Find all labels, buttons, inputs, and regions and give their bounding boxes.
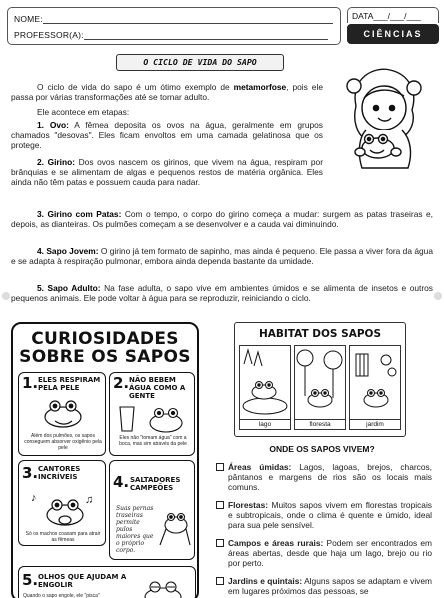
curiosity-4-card: 4. SALTADORES CAMPEÕES Suas pernas traseiras permite pulos maiores que o próprio corpo. xyxy=(109,460,195,560)
habitat-item-wetlands: Áreas úmidas: Lagos, lagoas, brejos, charcos, pântanos e margens de rios são os locais mais comuns. xyxy=(216,462,432,493)
stage-adult-frog: 5. Sapo Adulto: Na fase adulta, o sapo vive em ambientes úmidos e se alimenta de insetos e outros pequenos animais. Ele pode voltar à água para se reproduzir, reiniciando o ciclo. xyxy=(11,283,433,304)
stage-tadpole: 2. Girino: Dos ovos nascem os girinos, que vivem na água, respiram por brânquias e se alimentam de algas e pequenos restos de matéria orgânica. Eles ainda não têm patas e possuem cauda para nadar. xyxy=(11,157,323,188)
intro-stages-line: Ele acontece em etapas: xyxy=(37,107,130,117)
stage-egg: 1. Ovo: A fêmea deposita os ovos na água, geralmente em grupos chamados "desovas". Eles ficam envoltos em uma camada gelatinosa que os protege. xyxy=(11,120,323,151)
checkbox-icon[interactable] xyxy=(216,577,224,585)
checkbox-icon[interactable] xyxy=(216,539,224,547)
frog-icon xyxy=(37,395,89,429)
curiosity-1-card: 1. ELES RESPIRAM PELA PELE Além dos pulmões, os sapos conseguem absorver oxigênio pela pele xyxy=(18,372,106,456)
teacher-label: PROFESSOR(A): xyxy=(14,30,84,40)
habitat-panel xyxy=(234,322,406,437)
forest-frog-icon xyxy=(295,346,345,419)
habitat-item-gardens: Jardins e quintais: Alguns sapos se adaptam e vivem em lugares próximos das pessoas, se xyxy=(216,576,432,596)
stage-young-frog: 4. Sapo Jovem: O girino já tem formato de sapinho, mas ainda é pequeno. Ele passa a viver fora da água e se adapta à respiração pulmonar, embora ainda dependa bastante da umidade. xyxy=(11,246,433,267)
name-line[interactable] xyxy=(14,14,333,24)
date-field[interactable]: DATA___/___/___ xyxy=(347,7,439,23)
date-subject-box xyxy=(347,7,439,45)
stage-tadpole-legs: 3. Girino com Patas: Com o tempo, o corpo do girino começa a mudar: surgem as patas traseiras e, depois, as dianteiras. Os pulmões começam a se desenvolver e a cauda vai diminuindo. xyxy=(11,209,433,230)
habitat-title: HABITAT DOS SAPOS xyxy=(258,328,382,340)
habitat-scene-label: jardim xyxy=(350,419,400,429)
svg-text:♪: ♪ xyxy=(31,492,37,504)
lake-frog-icon xyxy=(240,346,290,419)
prev-page-dot[interactable] xyxy=(2,292,10,300)
habitat-scene-garden xyxy=(349,345,401,430)
habitat-scene-forest xyxy=(294,345,346,430)
next-page-dot[interactable] xyxy=(434,292,442,300)
singing-frog-icon xyxy=(29,489,99,527)
habitat-scene-label: lago xyxy=(240,419,290,429)
jumping-frog-icon xyxy=(156,507,194,551)
curiosidades-panel xyxy=(11,322,199,598)
garden-frog-icon xyxy=(350,346,400,419)
svg-text:♫: ♫ xyxy=(85,494,94,506)
girl-holding-frog-illustration xyxy=(328,64,436,170)
frog-and-cup-icon xyxy=(116,403,192,433)
intro-paragraph: O ciclo de vida do sapo é um ótimo exemplo de metamorfose, pois ele passa por várias transformações até se tornar adulto. xyxy=(11,82,323,103)
worksheet-header xyxy=(7,7,439,45)
blinking-frog-icon xyxy=(139,577,187,598)
teacher-line[interactable] xyxy=(14,30,328,40)
habitat-scene-label: floresta xyxy=(295,419,345,429)
page-title: O CICLO DE VIDA DO SAPO xyxy=(116,54,284,71)
curiosity-5-card: 5. OLHOS QUE AJUDAM A ENGOLIR Quando o sapo engole, ele "pisca" xyxy=(18,566,196,598)
subject-badge: CIÊNCIAS xyxy=(347,24,439,44)
habitat-item-fields: Campos e áreas rurais: Podem ser encontrados em áreas abertas, desde que haja um lago, brejo ou rio por perto. xyxy=(216,538,432,569)
habitat-question: ONDE OS SAPOS VIVEM? xyxy=(269,444,375,454)
curiosity-2-card: 2. NÃO BEBEM ÁGUA COMO A GENTE Eles não "tomam água" com a boca, mas sim através da pele xyxy=(109,372,195,456)
name-label: NOME: xyxy=(14,14,43,24)
checkbox-icon[interactable] xyxy=(216,501,224,509)
curiosidades-title: CURIOSIDADES SOBRE OS SAPOS xyxy=(19,329,191,367)
checkbox-icon[interactable] xyxy=(216,463,224,471)
habitat-scene-lake xyxy=(239,345,291,430)
student-info-box xyxy=(7,7,341,45)
habitat-item-forests: Florestas: Muitos sapos vivem em florestas tropicais e subtropicais, onde o clima é quente e úmido, ideal para sua pele sensível. xyxy=(216,500,432,531)
curiosity-3-card: 3. CANTORES INCRÍVEIS ♪ ♫ Só os machos coaxam para atrair as fêmeas xyxy=(18,460,106,546)
